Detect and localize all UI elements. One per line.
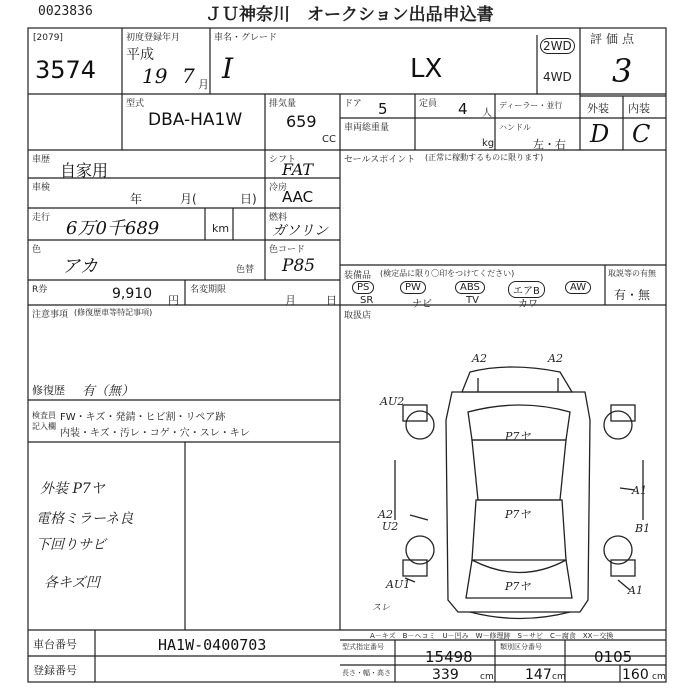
mark-bottom: スレ [372, 603, 391, 613]
chassis-number: HA1W-0400703 [158, 636, 267, 654]
registration-year: 19 [142, 64, 168, 88]
size-code-label: 型式指定番号 [342, 643, 384, 651]
equip-leather: カワ [518, 299, 538, 310]
length-unit: cm [480, 672, 494, 682]
model-label: 型式 [126, 99, 145, 109]
mileage-value: 6万0千689 [66, 218, 160, 239]
marks-legend: A－キズ B－ヘコミ U－凹み W－修理跡 S－サビ C－腐食 XX－交換 [370, 632, 614, 640]
width-value: 147 [525, 667, 552, 683]
shift-value: FAT [282, 160, 314, 179]
handle-value: 左・右 [533, 138, 566, 151]
inspection-day-unit: 日) [240, 192, 257, 206]
class-code: 0105 [594, 648, 633, 666]
registration-month: 7 [182, 64, 195, 88]
length-value: 339 [432, 667, 459, 683]
serial-number: 0023836 [38, 4, 93, 19]
weight-unit: kg [482, 138, 495, 149]
inspector-label: 検査員記入欄 [32, 411, 56, 431]
equip-navi: ナビ [412, 299, 432, 310]
equip-aw: AW [565, 281, 591, 294]
aircon-label: 冷房 [269, 183, 288, 193]
equip-pw: PW [400, 281, 426, 294]
sales-point-label: セールスポイント [344, 155, 416, 165]
legend-line-1: FW・キズ・発錆・ヒビ割・リペア跡 [60, 412, 226, 423]
doors: 5 [378, 100, 388, 118]
color-code-label: 色コード [269, 245, 306, 255]
mark-rear-left: AU1 [386, 578, 411, 591]
inspection-year-unit: 年 [130, 192, 143, 206]
vehicle-name: I [222, 52, 234, 85]
registration-number-label: 登録番号 [33, 664, 77, 677]
mark-side-front: AU2 [380, 395, 405, 408]
color-value: アカ [62, 256, 98, 277]
legend-line-2: 内装・キズ・汚レ・コゲ・穴・スレ・キレ [60, 428, 250, 439]
tax-unit: 円 [168, 294, 179, 307]
mark-rear-right: A1 [628, 584, 643, 597]
mark-hood: P7ヤ [505, 430, 531, 443]
ownership-label: 取扱店 [344, 311, 372, 321]
grade-score: 3 [612, 52, 633, 90]
pamphlet-label: 取説等の有無 [608, 269, 656, 278]
inspection-month-unit: 月( [180, 192, 197, 206]
note-2: 電格ミラーネ良 [36, 511, 134, 527]
capacity-unit: 人 [482, 108, 492, 119]
chassis-label: 車台番号 [33, 638, 77, 651]
usage-value: 自家用 [60, 161, 109, 180]
drive-4wd: 4WD [543, 70, 572, 84]
fuel-label: 燃料 [269, 213, 288, 223]
type-designation: 15498 [425, 648, 473, 666]
repair-value: 有（無） [82, 384, 135, 399]
equip-airbag: エアB [508, 281, 545, 298]
color-label: 色 [32, 245, 42, 255]
interior-label: 内装 [628, 102, 650, 115]
capacity: 4 [458, 100, 468, 118]
name-change-day: 日 [326, 294, 337, 307]
pamphlet-value: 有・無 [614, 288, 651, 302]
mark-front-left: A2 [472, 352, 487, 365]
model-code: DBA-HA1W [148, 110, 243, 130]
equip-ps: PS [352, 281, 374, 294]
equip-abs: ABS [455, 281, 485, 294]
exterior-label: 外装 [587, 102, 609, 115]
width-unit: cm [552, 672, 566, 682]
tax-value: 9,910 [112, 286, 153, 302]
color-change-label: 色替 [236, 265, 255, 275]
shift-label: シフト [269, 155, 297, 165]
displacement-unit: CC [322, 134, 336, 145]
dealer-label: ディーラー・並行 [499, 101, 563, 110]
caution-sub: (修復歴車等特記事項) [74, 308, 153, 317]
lot-number: 3574 [35, 56, 97, 84]
displacement: 659 [286, 112, 317, 131]
equip-sr: SR [360, 295, 374, 306]
note-1: 外装 P7ヤ [40, 481, 105, 497]
entry-code: [2079] [33, 33, 63, 43]
mark-right-front: A1 [632, 484, 647, 497]
weight-label: 車両総重量 [344, 123, 390, 133]
capacity-label: 定員 [419, 99, 438, 109]
inspection-label: 車検 [32, 183, 51, 193]
type-code-label: 類別区分番号 [500, 643, 542, 651]
registration-month-unit: 月 [198, 78, 209, 91]
equip-tv: TV [466, 295, 479, 306]
mark-left-mid: A2 [378, 508, 393, 521]
handle-label: ハンドル [499, 123, 531, 132]
mark-roof: P7ヤ [505, 508, 531, 521]
mark-left-mid-2: U2 [382, 520, 399, 533]
grade-label: 評価点 [590, 32, 639, 46]
equipment-sub: (検定品に限り〇印をつけてください) [380, 269, 515, 278]
mileage-unit: km [212, 222, 230, 235]
fuel-value: ガソリン [272, 223, 328, 239]
drive-2wd: 2WD [540, 38, 575, 54]
mark-right-rear: B1 [635, 522, 651, 535]
height-unit: cm [652, 672, 666, 682]
note-4: 各キズ凹 [44, 575, 100, 591]
doors-label: ドア [344, 99, 362, 109]
mileage-label: 走行 [32, 213, 51, 223]
sales-point-sub: (正常に稼動するものに限ります) [425, 153, 544, 162]
displacement-label: 排気量 [269, 99, 297, 109]
vehicle-grade: LX [410, 54, 443, 84]
note-3: 下回りサビ [36, 537, 106, 553]
repair-label: 修復歴 [32, 384, 65, 397]
size-label: 長さ・幅・高さ [342, 669, 391, 677]
caution-label: 注意事項 [32, 310, 69, 320]
name-label: 車名・グレード [214, 33, 278, 43]
aircon-value: AAC [282, 188, 314, 206]
exterior-grade: D [590, 120, 610, 148]
color-code: P85 [282, 256, 316, 276]
usage-label: 車歴 [32, 155, 51, 165]
interior-grade: C [632, 120, 651, 148]
era: 平成 [126, 47, 154, 63]
registration-label: 初度登録年月 [126, 33, 181, 43]
mark-front-right: A2 [548, 352, 563, 365]
name-change-month: 月 [285, 294, 296, 307]
name-change-label: 名変期限 [190, 285, 227, 295]
mark-trunk: P7ヤ [505, 580, 531, 593]
height-value: 160 [622, 667, 649, 683]
tax-label: R券 [32, 285, 48, 295]
form-title: ＪＵ神奈川 オークション出品申込書 [205, 5, 494, 25]
equipment-label: 装備品 [344, 271, 372, 281]
